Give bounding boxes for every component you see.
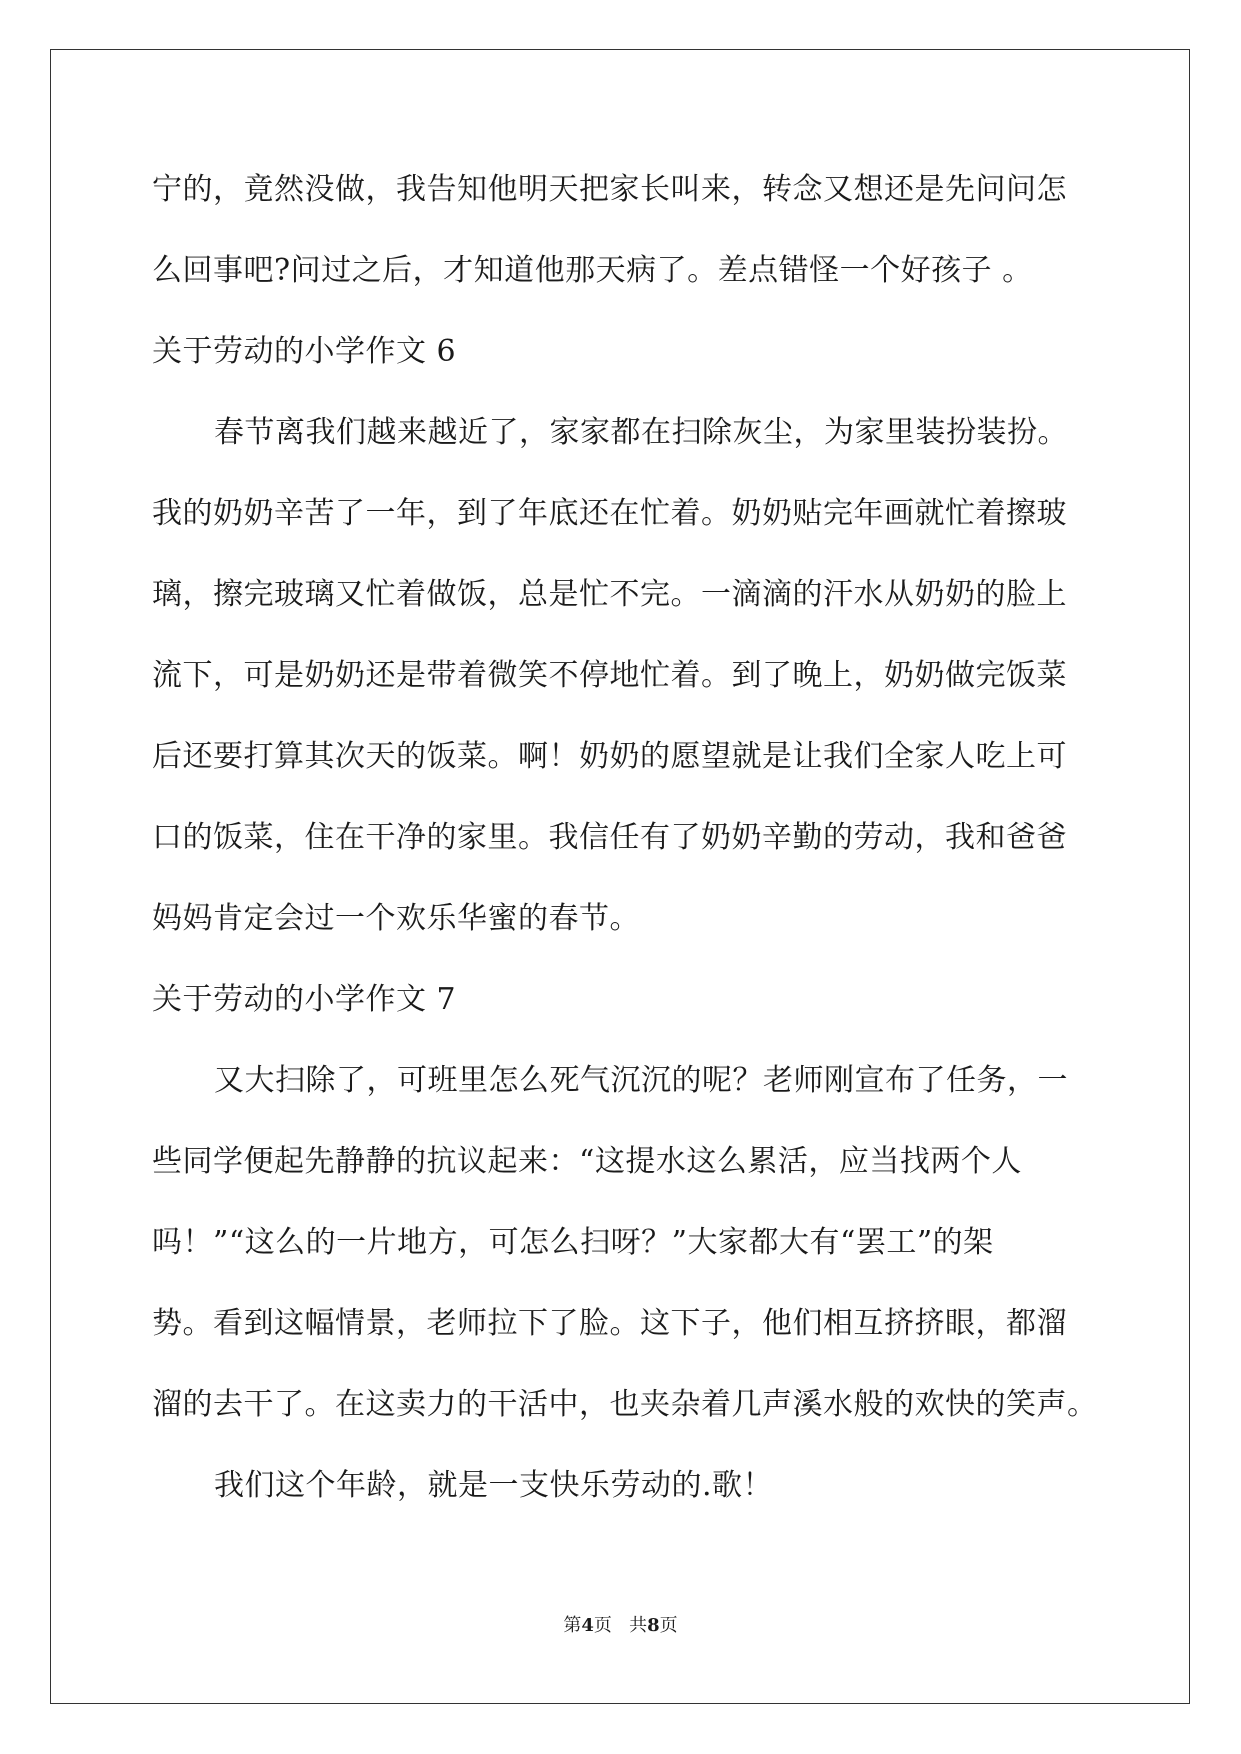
text-line: 春节离我们越来越近了，家家都在扫除灰尘，为家里装扮装扮。 [214, 415, 1068, 450]
text-line: 势。看到这幅情景，老师拉下了脸。这下子，他们相互挤挤眼，都溜 [152, 1306, 1067, 1341]
page-footer [0, 1614, 1241, 1638]
text-line: 吗！”“这么的一片地方，可怎么扫呀？”大家都大有“罢工”的架 [152, 1225, 994, 1260]
total-pages: 8 [647, 1615, 660, 1636]
text-line: 后还要打算其次天的饭菜。啊！奶奶的愿望就是让我们全家人吃上可 [152, 739, 1067, 774]
text-line: 我们这个年龄，就是一支快乐劳动的.歌！ [214, 1468, 774, 1503]
section-heading: 关于劳动的小学作文 7 [152, 982, 457, 1017]
document-body [152, 165, 1112, 1542]
text-line: 我的奶奶辛苦了一年，到了年底还在忙着。奶奶贴完年画就忙着擦玻 [152, 496, 1067, 531]
page-suffix: 页 [659, 1615, 678, 1636]
page-mid: 页 共 [593, 1615, 648, 1636]
text-line: 宁的，竟然没做，我告知他明天把家长叫来，转念又想还是先问问怎 [152, 172, 1067, 207]
page-number: 4 [581, 1615, 594, 1636]
text-line: 流下，可是奶奶还是带着微笑不停地忙着。到了晚上，奶奶做完饭菜 [152, 658, 1067, 693]
text-line: 璃，擦完玻璃又忙着做饭，总是忙不完。一滴滴的汗水从奶奶的脸上 [152, 577, 1067, 612]
text-line: 妈妈肯定会过一个欢乐华蜜的春节。 [152, 901, 640, 936]
text-line: 口的饭菜，住在干净的家里。我信任有了奶奶辛勤的劳动，我和爸爸 [152, 820, 1067, 855]
text-line: 些同学便起先静静的抗议起来：“这提水这么累活，应当找两个人 [152, 1144, 1022, 1179]
page-prefix: 第 [563, 1615, 582, 1636]
text-line: 溜的去干了。在这卖力的干活中，也夹杂着几声溪水般的欢快的笑声。 [152, 1387, 1098, 1422]
section-heading: 关于劳动的小学作文 6 [152, 334, 457, 369]
text-line: 又大扫除了，可班里怎么死气沉沉的呢？老师刚宣布了任务，一 [214, 1063, 1068, 1098]
text-line: 么回事吧?问过之后，才知道他那天病了。差点错怪一个好孩子 。 [152, 253, 1033, 288]
